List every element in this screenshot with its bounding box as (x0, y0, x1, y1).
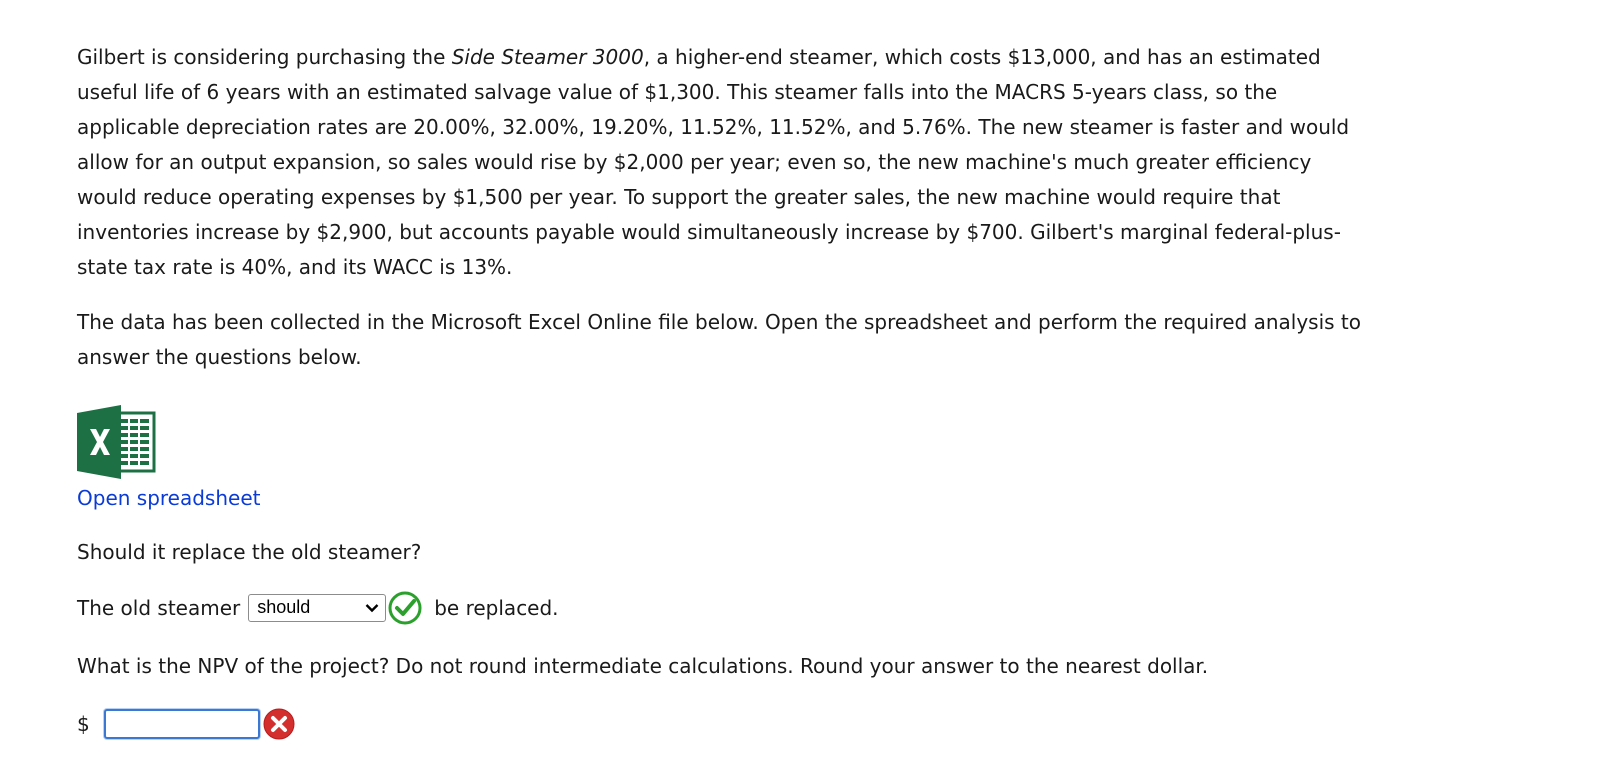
incorrect-x-icon (262, 707, 296, 741)
problem-statement (77, 40, 1367, 285)
npv-input[interactable] (104, 709, 260, 739)
product-name: Side Steamer 3000 (451, 45, 644, 69)
answer-suffix: be replaced. (434, 596, 559, 620)
currency-symbol: $ (77, 712, 90, 736)
replace-answer-row (77, 591, 1367, 625)
open-spreadsheet-link[interactable]: Open spreadsheet (77, 486, 261, 510)
correct-check-icon (388, 591, 422, 625)
npv-answer-row (77, 707, 1367, 741)
question-content (77, 40, 1367, 741)
question-npv: What is the NPV of the project? Do not round intermediate calculations. Round your answer to the nearest dollar. (77, 654, 1209, 678)
answer-prefix: The old steamer (77, 596, 241, 620)
chevron-down-icon (365, 603, 379, 613)
data-note: The data has been collected in the Microsoft Excel Online file below. Open the spreadsheet and perform the required analysis to answer the questions below. (77, 310, 1362, 369)
question-replace: Should it replace the old steamer? (77, 540, 422, 564)
intro-text-part1: Gilbert is considering purchasing the (77, 45, 452, 69)
intro-text-part2: , a higher-end steamer, which costs $13,000, and has an estimated useful life of 6 years with an estimated salvage value of $1,300. This steamer falls into the MACRS 5-years class, so the applicable depreciation rates are 20.00%, 32.00%, 19.20%, 11.52%, 11.52%, and 5.76%. The new steamer is faster and would allow for an output expansion, so sales would rise by $2,000 per year; even so, the new machine's much greater efficiency would reduce operating expenses by $1,500 per year. To support the greater sales, the new machine would require that inventories increase by $2,900, but accounts payable would simultaneously increase by $700. Gilbert's marginal federal-plus-state tax rate is 40%, and its WACC is 13%. (77, 45, 1350, 279)
excel-icon[interactable] (77, 405, 157, 479)
dropdown-selected-value: should (257, 597, 311, 617)
replace-dropdown[interactable] (248, 594, 386, 622)
